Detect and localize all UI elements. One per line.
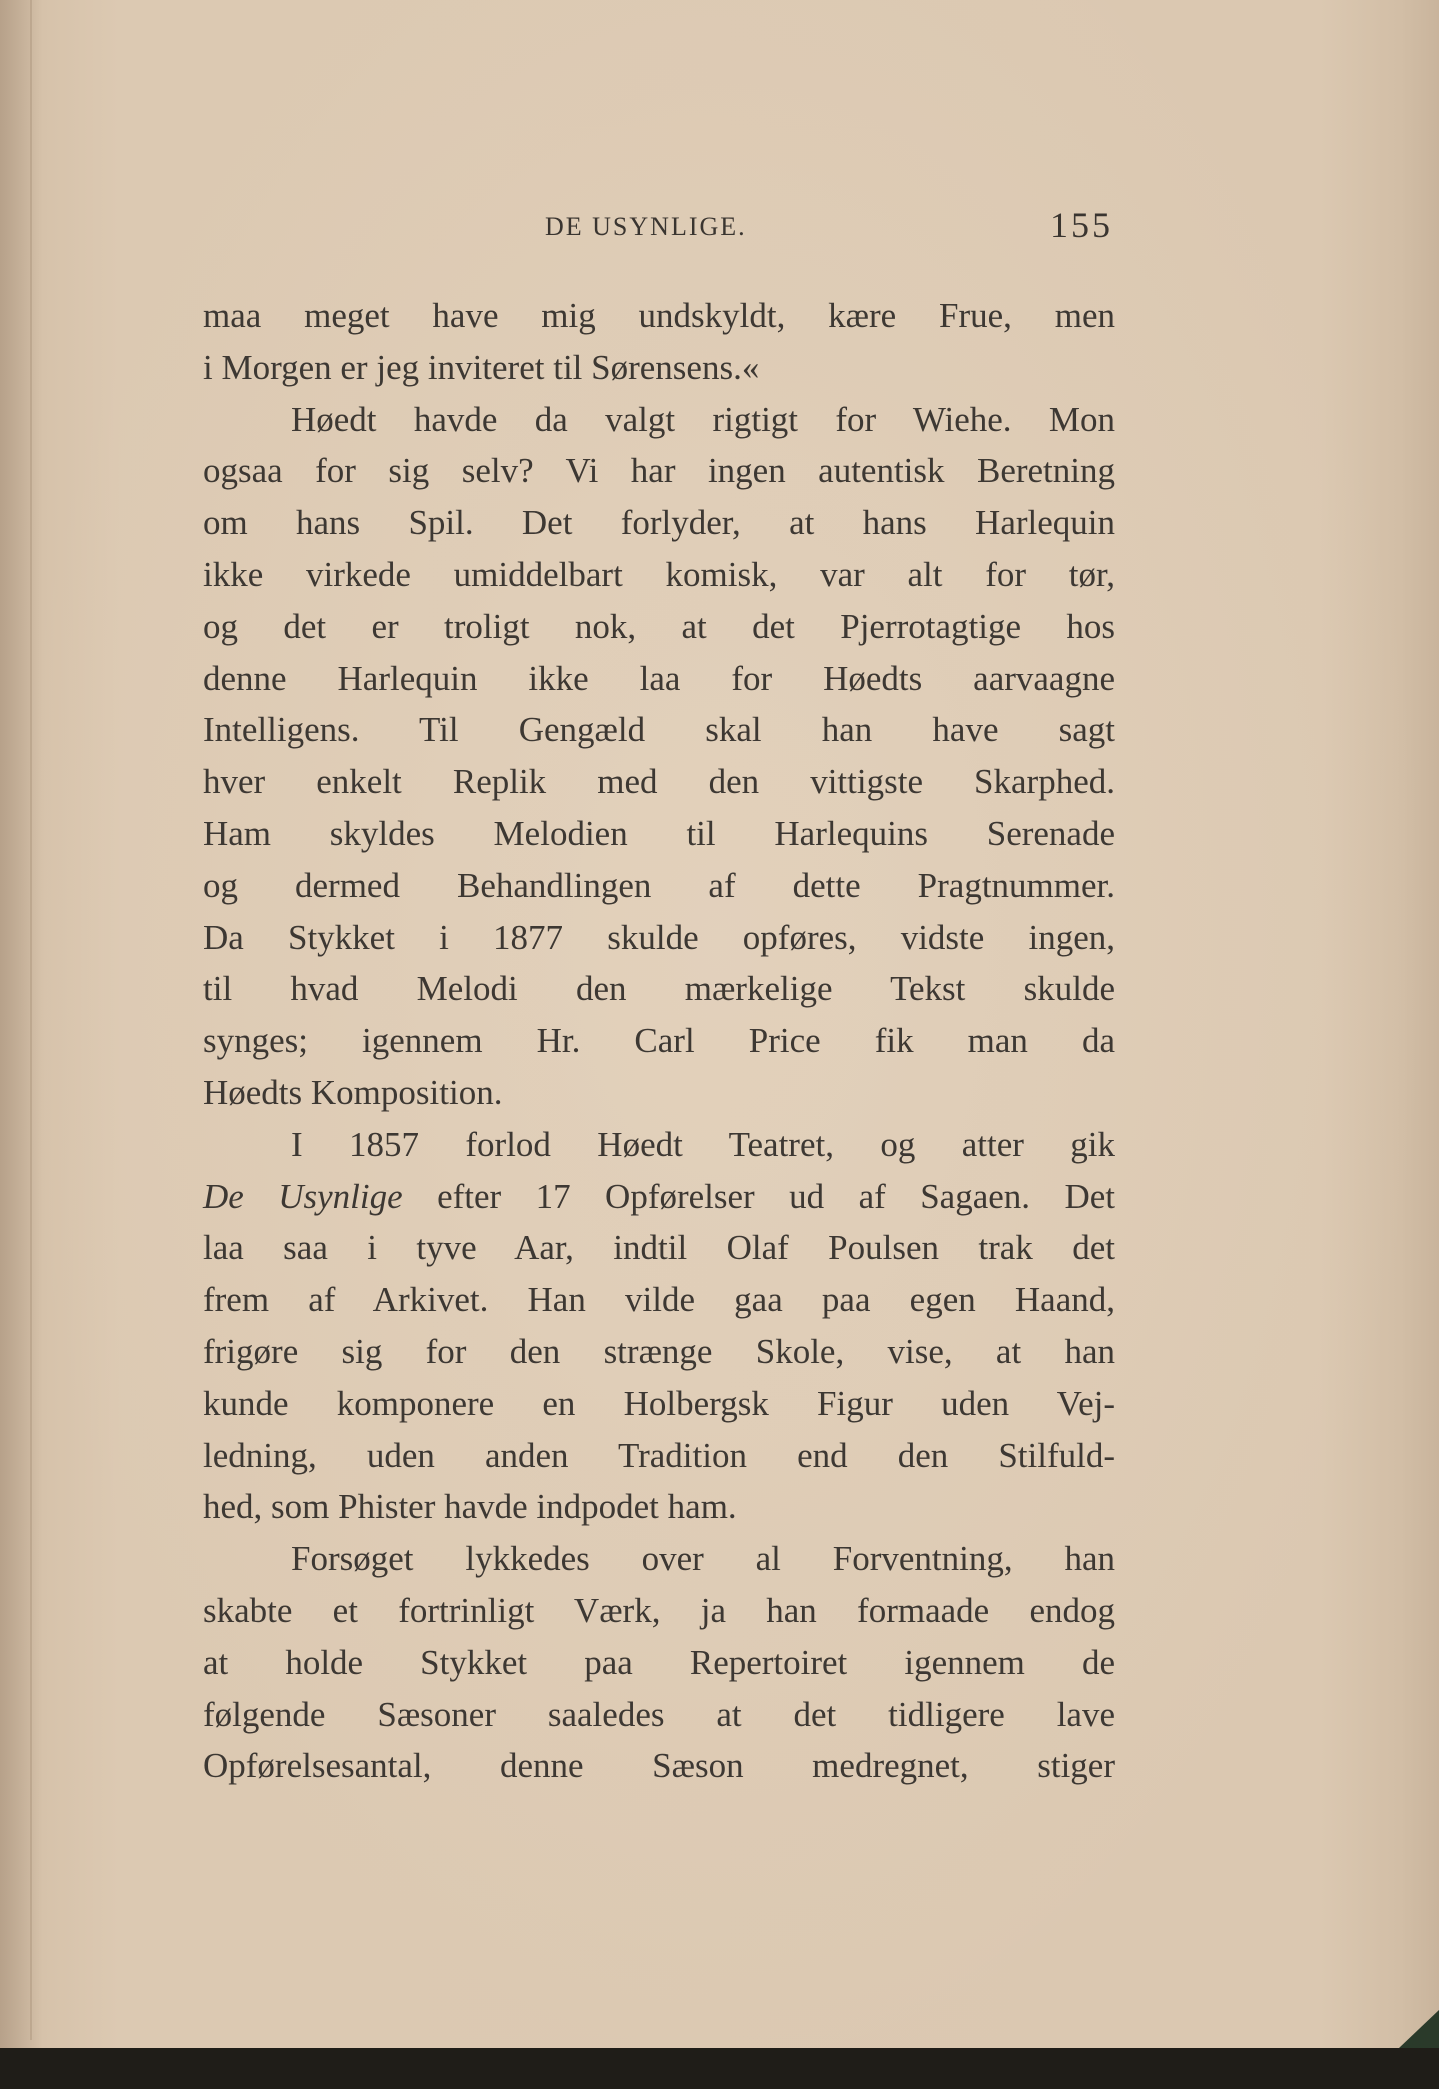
text-line: Ham skyldes Melodien til Harlequins Serenade bbox=[203, 813, 1115, 853]
scan-bottom-border bbox=[0, 2048, 1439, 2089]
scan-corner bbox=[1399, 2010, 1439, 2048]
text-line: om hans Spil. Det forlyder, at hans Harlequin bbox=[203, 503, 1115, 543]
page-number: 155 bbox=[1050, 205, 1113, 245]
text-line: at holde Stykket paa Repertoiret igennem de bbox=[203, 1642, 1115, 1682]
text-line: I 1857 forlod Høedt Teatret, og atter gik bbox=[291, 1124, 1115, 1164]
text-line: ogsaa for sig selv? Vi har ingen autentisk Beretning bbox=[203, 451, 1115, 491]
text-line: i Morgen er jeg inviteret til Sørensens.« bbox=[203, 347, 760, 387]
text-line: ikke virkede umiddelbart komisk, var alt for tør, bbox=[203, 554, 1115, 594]
page-edge-shadow bbox=[0, 0, 44, 2089]
text-line: Intelligens. Til Gengæld skal han have sagt bbox=[203, 710, 1115, 750]
text-line: kunde komponere en Holbergsk Figur uden Vej- bbox=[203, 1383, 1115, 1423]
text-line: ledning, uden anden Tradition end den Stilfuld- bbox=[203, 1435, 1115, 1475]
running-head: DE USYNLIGE. bbox=[545, 212, 747, 241]
body-text bbox=[203, 290, 1115, 1792]
text-line: Da Stykket i 1877 skulde opføres, vidste ingen, bbox=[203, 917, 1115, 957]
text-line: og dermed Behandlingen af dette Pragtnummer. bbox=[203, 865, 1115, 905]
text-line: Høedt havde da valgt rigtigt for Wiehe. Mon bbox=[291, 399, 1115, 439]
text-line: hed, som Phister havde indpodet ham. bbox=[203, 1487, 737, 1527]
page-fold bbox=[30, 0, 32, 2040]
italic-title: De Usynlige bbox=[203, 1176, 403, 1216]
text-line: Høedts Komposition. bbox=[203, 1072, 503, 1112]
text-line: skabte et fortrinligt Værk, ja han formaade endog bbox=[203, 1590, 1115, 1630]
text-line: hver enkelt Replik med den vittigste Skarphed. bbox=[203, 762, 1115, 802]
text-line: synges; igennem Hr. Carl Price fik man da bbox=[203, 1021, 1115, 1061]
text-line-rest: efter 17 Opførelser ud af Sagaen. Det bbox=[437, 1176, 1115, 1216]
text-line: denne Harlequin ikke laa for Høedts aarvaagne bbox=[203, 658, 1115, 698]
text-line: maa meget have mig undskyldt, kære Frue, men bbox=[203, 296, 1115, 335]
text-line: laa saa i tyve Aar, indtil Olaf Poulsen trak det bbox=[203, 1228, 1115, 1268]
text-line: frem af Arkivet. Han vilde gaa paa egen Haand, bbox=[203, 1280, 1115, 1320]
text-line: følgende Sæsoner saaledes at det tidligere lave bbox=[203, 1694, 1115, 1734]
text-line: frigøre sig for den strænge Skole, vise, at han bbox=[203, 1331, 1115, 1371]
text-line: til hvad Melodi den mærkelige Tekst skulde bbox=[203, 969, 1115, 1009]
text-line: Forsøget lykkedes over al Forventning, han bbox=[291, 1539, 1115, 1579]
text-line: og det er troligt nok, at det Pjerrotagtige hos bbox=[203, 606, 1115, 646]
text-line-with-title bbox=[203, 1171, 1115, 1223]
text-line: Opførelsesantal, denne Sæson medregnet, stiger bbox=[203, 1746, 1115, 1786]
